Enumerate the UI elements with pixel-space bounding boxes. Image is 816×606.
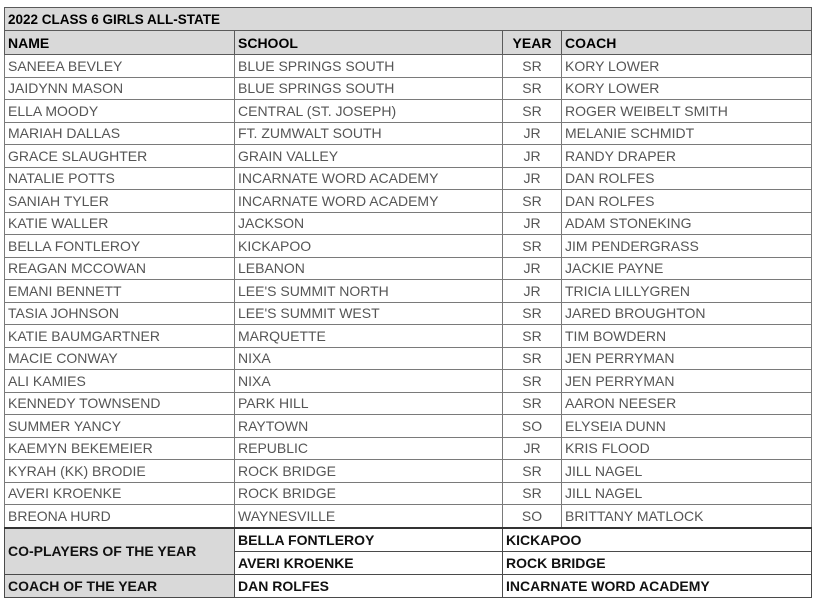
- player-year: SO: [503, 505, 562, 528]
- player-name: SANEEA BEVLEY: [5, 55, 235, 78]
- player-name: SANIAH TYLER: [5, 190, 235, 213]
- player-name: SUMMER YANCY: [5, 415, 235, 438]
- player-name: TASIA JOHNSON: [5, 302, 235, 325]
- table-row: [5, 437, 812, 460]
- player-coach: ROGER WEIBELT SMITH: [562, 100, 812, 123]
- coach-of-year-row: [5, 574, 812, 597]
- player-name: JAIDYNN MASON: [5, 77, 235, 100]
- player-coach: JILL NAGEL: [562, 460, 812, 483]
- table-row: [5, 280, 812, 303]
- header-coach: COACH: [562, 31, 812, 55]
- table-row: [5, 460, 812, 483]
- player-coach: JEN PERRYMAN: [562, 347, 812, 370]
- player-coach: KRIS FLOOD: [562, 437, 812, 460]
- player-year: SR: [503, 100, 562, 123]
- player-coach: MELANIE SCHMIDT: [562, 122, 812, 145]
- header-name: NAME: [5, 31, 235, 55]
- table-row: [5, 212, 812, 235]
- player-school: KICKAPOO: [235, 235, 503, 258]
- player-name: REAGAN MCCOWAN: [5, 257, 235, 280]
- table-row: [5, 167, 812, 190]
- player-coach: TIM BOWDERN: [562, 325, 812, 348]
- player-coach: KORY LOWER: [562, 77, 812, 100]
- player-coach: TRICIA LILLYGREN: [562, 280, 812, 303]
- player-coach: JEN PERRYMAN: [562, 370, 812, 393]
- header-year: YEAR: [503, 31, 562, 55]
- table-row: [5, 482, 812, 505]
- player-year: JR: [503, 257, 562, 280]
- table-row: [5, 190, 812, 213]
- player-school: NIXA: [235, 370, 503, 393]
- player-coach: JILL NAGEL: [562, 482, 812, 505]
- player-year: SO: [503, 415, 562, 438]
- table-row: [5, 370, 812, 393]
- player-name: MACIE CONWAY: [5, 347, 235, 370]
- player-school: RAYTOWN: [235, 415, 503, 438]
- table-row: [5, 347, 812, 370]
- player-school: ROCK BRIDGE: [235, 482, 503, 505]
- player-year: SR: [503, 482, 562, 505]
- header-school: SCHOOL: [235, 31, 503, 55]
- coach-of-year-school: INCARNATE WORD ACADEMY: [503, 574, 812, 597]
- table-row: [5, 55, 812, 78]
- player-year: JR: [503, 145, 562, 168]
- co-player-row: [5, 528, 812, 552]
- player-year: JR: [503, 437, 562, 460]
- player-coach: RANDY DRAPER: [562, 145, 812, 168]
- table-row: [5, 235, 812, 258]
- player-coach: DAN ROLFES: [562, 167, 812, 190]
- player-name: KYRAH (KK) BRODIE: [5, 460, 235, 483]
- player-school: ROCK BRIDGE: [235, 460, 503, 483]
- player-year: JR: [503, 122, 562, 145]
- co-player-school: ROCK BRIDGE: [503, 551, 812, 574]
- player-school: LEBANON: [235, 257, 503, 280]
- player-name: ALI KAMIES: [5, 370, 235, 393]
- player-school: BLUE SPRINGS SOUTH: [235, 77, 503, 100]
- player-coach: BRITTANY MATLOCK: [562, 505, 812, 528]
- co-players-label: CO-PLAYERS OF THE YEAR: [5, 528, 235, 575]
- player-year: SR: [503, 392, 562, 415]
- player-school: NIXA: [235, 347, 503, 370]
- player-school: LEE'S SUMMIT NORTH: [235, 280, 503, 303]
- player-name: KATIE WALLER: [5, 212, 235, 235]
- player-school: MARQUETTE: [235, 325, 503, 348]
- player-name: AVERI KROENKE: [5, 482, 235, 505]
- player-year: SR: [503, 302, 562, 325]
- co-player-school: KICKAPOO: [503, 528, 812, 552]
- player-year: JR: [503, 167, 562, 190]
- player-coach: DAN ROLFES: [562, 190, 812, 213]
- player-name: EMANI BENNETT: [5, 280, 235, 303]
- player-coach: KORY LOWER: [562, 55, 812, 78]
- table-title-row: [5, 8, 812, 31]
- player-school: CENTRAL (ST. JOSEPH): [235, 100, 503, 123]
- player-school: LEE'S SUMMIT WEST: [235, 302, 503, 325]
- co-player-name: AVERI KROENKE: [235, 551, 503, 574]
- player-name: ELLA MOODY: [5, 100, 235, 123]
- table-row: [5, 122, 812, 145]
- player-name: GRACE SLAUGHTER: [5, 145, 235, 168]
- coach-of-year-name: DAN ROLFES: [235, 574, 503, 597]
- player-coach: ADAM STONEKING: [562, 212, 812, 235]
- table-row: [5, 77, 812, 100]
- player-year: SR: [503, 190, 562, 213]
- header-row: [5, 31, 812, 55]
- player-name: KAEMYN BEKEMEIER: [5, 437, 235, 460]
- player-name: KENNEDY TOWNSEND: [5, 392, 235, 415]
- table-row: [5, 302, 812, 325]
- player-coach: JACKIE PAYNE: [562, 257, 812, 280]
- table-row: [5, 392, 812, 415]
- player-name: BELLA FONTLEROY: [5, 235, 235, 258]
- table-row: [5, 325, 812, 348]
- player-name: BREONA HURD: [5, 505, 235, 528]
- coach-of-year-label: COACH OF THE YEAR: [5, 574, 235, 597]
- table-row: [5, 415, 812, 438]
- table-title: 2022 CLASS 6 GIRLS ALL-STATE: [5, 8, 812, 31]
- player-year: SR: [503, 77, 562, 100]
- player-year: SR: [503, 347, 562, 370]
- player-school: WAYNESVILLE: [235, 505, 503, 528]
- player-year: SR: [503, 55, 562, 78]
- player-coach: JIM PENDERGRASS: [562, 235, 812, 258]
- player-year: SR: [503, 235, 562, 258]
- player-name: MARIAH DALLAS: [5, 122, 235, 145]
- table-row: [5, 100, 812, 123]
- player-year: SR: [503, 370, 562, 393]
- player-name: KATIE BAUMGARTNER: [5, 325, 235, 348]
- player-year: JR: [503, 212, 562, 235]
- player-school: JACKSON: [235, 212, 503, 235]
- player-school: PARK HILL: [235, 392, 503, 415]
- co-player-name: BELLA FONTLEROY: [235, 528, 503, 552]
- player-school: INCARNATE WORD ACADEMY: [235, 190, 503, 213]
- player-year: SR: [503, 325, 562, 348]
- player-year: JR: [503, 280, 562, 303]
- player-coach: JARED BROUGHTON: [562, 302, 812, 325]
- player-school: BLUE SPRINGS SOUTH: [235, 55, 503, 78]
- table-row: [5, 505, 812, 528]
- player-school: REPUBLIC: [235, 437, 503, 460]
- player-school: FT. ZUMWALT SOUTH: [235, 122, 503, 145]
- player-school: INCARNATE WORD ACADEMY: [235, 167, 503, 190]
- table-row: [5, 257, 812, 280]
- table-row: [5, 145, 812, 168]
- player-coach: ELYSEIA DUNN: [562, 415, 812, 438]
- player-school: GRAIN VALLEY: [235, 145, 503, 168]
- player-year: SR: [503, 460, 562, 483]
- all-state-table: [4, 7, 812, 598]
- player-name: NATALIE POTTS: [5, 167, 235, 190]
- player-coach: AARON NEESER: [562, 392, 812, 415]
